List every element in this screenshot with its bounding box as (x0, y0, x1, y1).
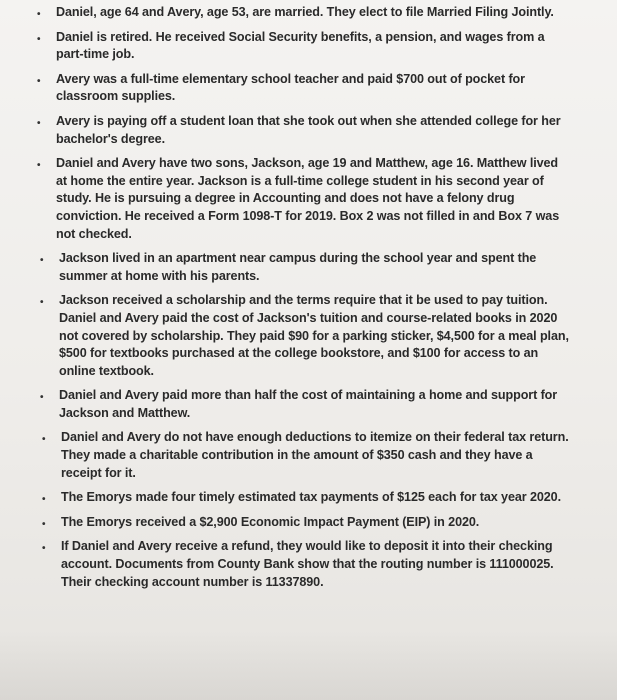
item-text: Jackson lived in an apartment near campus during the school year and spent the summer at home with his parents. (59, 251, 537, 283)
item-text: Daniel and Avery paid more than half the cost of maintaining a home and support for Jackson and Matthew. (59, 388, 558, 420)
list-item (0, 113, 617, 148)
item-text: The Emorys made four timely estimated tax payments of $125 each for tax year 2020. (61, 490, 561, 505)
list-item (0, 250, 617, 285)
bullet-dot: • (42, 434, 46, 446)
list-item (0, 538, 617, 591)
list-item (0, 429, 617, 482)
bullet-dot: • (42, 543, 46, 555)
page-shadow (0, 630, 617, 700)
item-text: Jackson received a scholarship and the terms require that it be used to pay tuition. Daniel and Avery paid the cost of Jackson's tuition and course-related books in 2020 not covered by scholarship. They paid $90 for a parking sticker, $4,500 for a meal plan, $500 for textbooks purchased at the college bookstore, and $100 for access to an online textbook. (59, 293, 569, 378)
item-text: Avery is paying off a student loan that she took out when she attended college for her bachelor's degree. (56, 113, 561, 146)
bullet-dot: • (37, 160, 41, 172)
list-item (0, 489, 617, 507)
item-text: Daniel and Avery have two sons, Jackson, age 19 and Matthew, age 16. Matthew lived at home the entire year. Jackson is a full-time college student in his second year of study. He is pursuing a degree in Accounting and does not have a felony drug conviction. He received a Form 1098-T for 2019. Box 2 was not filled in and Box 7 was not checked. (56, 156, 560, 241)
list-item (0, 514, 617, 532)
item-text: Daniel and Avery do not have enough deductions to itemize on their federal tax return. They made a charitable contribution in the amount of $350 cash and they have a receipt for it. (61, 430, 569, 480)
bullet-dot: • (42, 518, 46, 530)
bullet-dot: • (42, 494, 46, 506)
bullet-dot: • (37, 33, 41, 45)
list-item (0, 387, 617, 422)
list-item (0, 155, 617, 243)
list-item (0, 71, 617, 106)
list-item (0, 29, 617, 64)
bullet-list (0, 4, 617, 598)
bullet-dot: • (40, 255, 44, 267)
item-text: The Emorys received a $2,900 Economic Impact Payment (EIP) in 2020. (61, 514, 480, 529)
item-text: If Daniel and Avery receive a refund, they would like to deposit it into their checking account. Documents from County Bank show that the routing number is 111000025. Their checking account number is 11337890. (61, 539, 554, 589)
list-item (0, 292, 617, 380)
list-item (0, 4, 617, 22)
item-text: Daniel, age 64 and Avery, age 53, are married. They elect to file Married Filing Jointly. (56, 5, 554, 19)
item-text: Avery was a full-time elementary school teacher and paid $700 out of pocket for classroom supplies. (56, 71, 525, 104)
item-text: Daniel is retired. He received Social Security benefits, a pension, and wages from a part-time job. (56, 29, 545, 62)
bullet-dot: • (40, 392, 44, 404)
bullet-dot: • (37, 75, 41, 87)
bullet-dot: • (40, 297, 44, 309)
bullet-dot: • (37, 9, 41, 20)
bullet-dot: • (37, 117, 41, 129)
